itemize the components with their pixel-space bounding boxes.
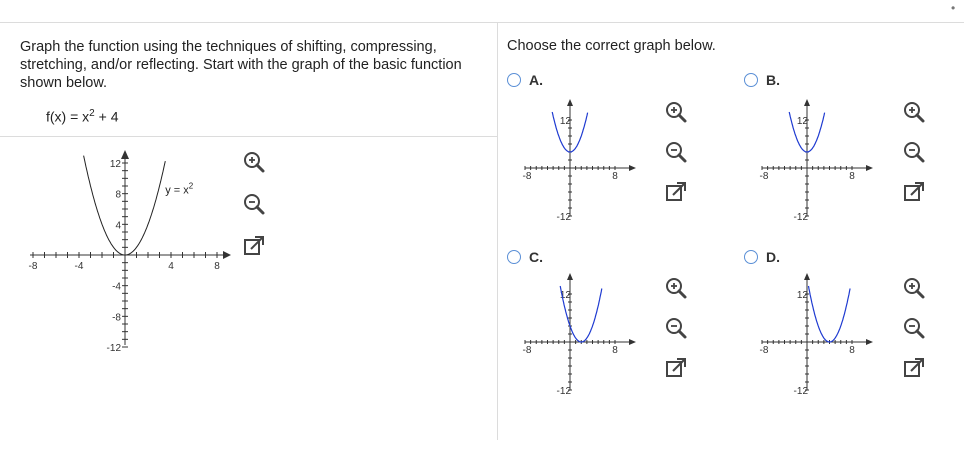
y-tick-label: -12: [793, 212, 808, 223]
x-tick-label: -8: [522, 345, 532, 356]
expand-icon[interactable]: [902, 356, 926, 380]
y-axis-arrow: [804, 99, 810, 106]
graph-option-b: [757, 98, 897, 223]
y-tick-label: -12: [106, 343, 121, 354]
zoom-out-icon[interactable]: [902, 316, 926, 340]
x-tick-label: 8: [214, 261, 220, 272]
function-tail: + 4: [94, 108, 119, 125]
question-prompt: Graph the function using the techniques of shifting, compressing, stretching, and/or reflecting. Start with the graph of the basic function shown below.: [20, 39, 462, 91]
radio-c[interactable]: [507, 250, 521, 264]
radio-a[interactable]: [507, 73, 521, 87]
panel-divider: [497, 22, 498, 440]
y-axis-arrow: [567, 273, 573, 280]
option-c-letter: C.: [529, 249, 543, 265]
x-tick-label: -8: [759, 171, 769, 182]
radio-b[interactable]: [744, 73, 758, 87]
y-tick-label: 12: [796, 116, 808, 127]
option-d[interactable]: [744, 249, 780, 265]
zoom-in-icon[interactable]: [664, 276, 688, 300]
base-curve-label-exp: 2: [188, 181, 194, 191]
x-tick-label: 8: [849, 171, 855, 182]
radio-d[interactable]: [744, 250, 758, 264]
zoom-in-icon[interactable]: [664, 100, 688, 124]
x-tick-label: 8: [849, 345, 855, 356]
x-axis-arrow: [629, 165, 636, 171]
expand-icon[interactable]: [664, 356, 688, 380]
y-tick-label: 8: [115, 189, 121, 201]
option-c[interactable]: [507, 249, 543, 265]
x-axis-arrow: [866, 165, 873, 171]
y-tick-label: -4: [112, 281, 121, 293]
y-tick-label: 12: [796, 290, 808, 301]
y-axis-arrow: [121, 150, 129, 159]
x-tick-label: -8: [522, 171, 532, 182]
y-tick-label: 12: [559, 116, 571, 127]
y-tick-label: 12: [109, 159, 121, 170]
expand-icon[interactable]: [664, 180, 688, 204]
x-tick-label: -8: [28, 261, 38, 272]
x-axis-arrow: [629, 339, 636, 345]
y-tick-label: -8: [112, 312, 121, 324]
y-axis-arrow: [804, 273, 810, 280]
x-tick-label: -8: [759, 345, 769, 356]
zoom-out-icon[interactable]: [664, 316, 688, 340]
zoom-out-icon[interactable]: [242, 192, 266, 216]
y-tick-label: -12: [793, 386, 808, 397]
graph-option-d: [757, 272, 897, 397]
zoom-out-icon[interactable]: [902, 140, 926, 164]
y-axis-arrow: [567, 99, 573, 106]
function-base: f(x) = x: [46, 108, 90, 125]
option-a-letter: A.: [529, 72, 543, 88]
base-graph: [28, 145, 240, 354]
zoom-in-icon[interactable]: [242, 150, 266, 174]
y-tick-label: -12: [556, 386, 571, 397]
corner-mark: •: [951, 1, 956, 15]
expand-icon[interactable]: [242, 234, 266, 258]
function-label: [46, 108, 118, 125]
x-axis-arrow: [223, 251, 231, 259]
option-d-letter: D.: [766, 249, 780, 265]
option-a[interactable]: [507, 72, 543, 88]
y-tick-label: -12: [556, 212, 571, 223]
option-b-letter: B.: [766, 72, 780, 88]
y-tick-label: 4: [115, 220, 121, 232]
top-divider: [0, 22, 964, 23]
option-b[interactable]: [744, 72, 780, 88]
x-tick-label: 8: [612, 345, 618, 356]
zoom-in-icon[interactable]: [902, 100, 926, 124]
expand-icon[interactable]: [902, 180, 926, 204]
y-tick-label: 12: [559, 290, 571, 301]
graph-option-a: [520, 98, 660, 223]
choose-label: Choose the correct graph below.: [507, 38, 716, 54]
x-axis-arrow: [866, 339, 873, 345]
base-curve-label: $y = x^2$: [165, 181, 194, 197]
function-exponent: 2: [89, 108, 95, 119]
x-tick-label: 4: [168, 261, 174, 272]
graph-option-c: [520, 272, 660, 397]
option-parabola: [809, 286, 851, 342]
question-divider: [0, 136, 497, 137]
zoom-out-icon[interactable]: [664, 140, 688, 164]
zoom-in-icon[interactable]: [902, 276, 926, 300]
x-tick-label: 8: [612, 171, 618, 182]
x-tick-label: -4: [74, 261, 84, 272]
